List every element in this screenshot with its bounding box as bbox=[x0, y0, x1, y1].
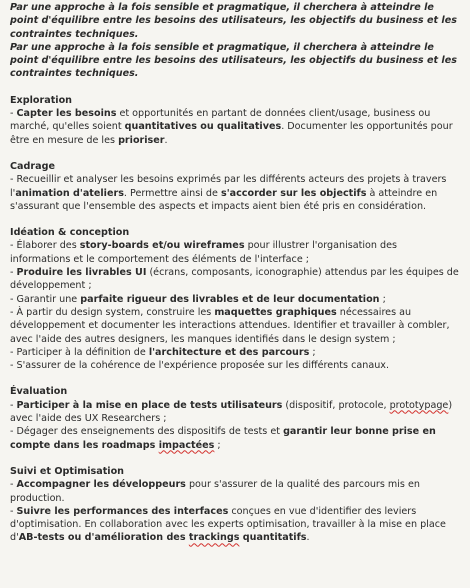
bold-text: Produire les livrables UI bbox=[16, 267, 147, 279]
section-cadrage bbox=[10, 160, 460, 213]
text: - S'assurer de la cohérence de l'expérience proposée sur les différents canaux. bbox=[10, 360, 390, 372]
text: pour illustrer l'organisation des informations et le comportement des éléments de l'interface ; bbox=[10, 240, 398, 265]
exploration-paragraph bbox=[10, 107, 460, 147]
bold-text: animation d'ateliers bbox=[15, 187, 124, 199]
bold-text: Suivre les performances des interfaces bbox=[16, 505, 229, 517]
spellcheck-word[interactable]: prototypage bbox=[389, 399, 449, 411]
text: conçues en vue d'identifier des leviers d'optimisation. En collaboration avec les experts optimisation, travailler à la mise en place d' bbox=[10, 505, 446, 544]
bold-text: story-boards et/ou wireframes bbox=[79, 240, 245, 252]
bold-text: garantir leur bonne prise en compte dans les roadmaps bbox=[10, 426, 436, 451]
text: - bbox=[10, 267, 17, 279]
section-ideation bbox=[10, 226, 460, 372]
bold-text: s'accorder sur les objectifs bbox=[220, 187, 367, 199]
text: - bbox=[10, 399, 17, 411]
text: - bbox=[10, 479, 17, 491]
text: pour s'assurer de la qualité des parcours mis en production. bbox=[10, 479, 420, 504]
list-item bbox=[10, 399, 460, 426]
text: . Permettre ainsi de bbox=[123, 187, 221, 199]
list-item bbox=[10, 306, 460, 346]
cadrage-paragraph bbox=[10, 173, 460, 213]
list-item bbox=[10, 266, 460, 293]
text: ; bbox=[214, 439, 221, 451]
section-title-suivi: Suivi et Optimisation bbox=[10, 465, 125, 477]
text: . bbox=[164, 134, 168, 146]
list-item bbox=[10, 346, 460, 359]
text: et opportunités en partant de données client/usage, business ou marché, qu'elles soient bbox=[10, 108, 431, 133]
bold-text: Participer à la mise en place de tests utilisateurs bbox=[16, 399, 283, 411]
text: - Participer à la définition de bbox=[10, 346, 149, 358]
text: nécessaires au développement et documenter les interactions attendues. Identifier et travailler à combler, avec l'aide des autres designers, les manques identifiés dans le design system ; bbox=[10, 306, 450, 345]
section-suivi bbox=[10, 465, 460, 545]
bold-text: maquettes graphiques bbox=[214, 306, 337, 318]
bold-text: l'architecture et des parcours bbox=[148, 346, 310, 358]
text: (dispositif, protocole, bbox=[282, 399, 390, 411]
text: - Élaborer des bbox=[10, 240, 80, 252]
section-exploration bbox=[10, 94, 460, 147]
bullet-dash: - bbox=[10, 108, 17, 120]
section-evaluation bbox=[10, 385, 460, 451]
text: - Garantir une bbox=[10, 293, 81, 305]
text: ; bbox=[379, 293, 386, 305]
section-title-cadrage: Cadrage bbox=[10, 160, 55, 172]
text: à atteindre en s'assurant que l'ensemble des aspects et impacts aient bien été pris en considération. bbox=[10, 187, 438, 212]
text: - bbox=[10, 505, 17, 517]
text: ) avec l'aide des UX Researchers ; bbox=[10, 399, 453, 425]
text: ; bbox=[309, 346, 316, 358]
intro-paragraph: Par une approche à la fois sensible et pragmatique, il cherchera à atteindre le point d'équilibre entre les besoins des utilisateurs, les objectifs du business et les contraintes techniques. bbox=[10, 2, 457, 40]
bold-text: Accompagner les développeurs bbox=[16, 479, 186, 491]
list-item bbox=[10, 478, 460, 505]
bold-text: quantitatifs bbox=[239, 532, 307, 544]
bold-text: AB-tests ou d'amélioration des bbox=[18, 532, 189, 544]
bold-text: parfaite rigueur des livrables et de leur documentation bbox=[80, 293, 380, 305]
bold-text: Capter les besoins bbox=[16, 108, 117, 120]
list-item bbox=[10, 505, 460, 545]
bold-text: quantitatives ou qualitatives bbox=[124, 121, 282, 133]
text: (écrans, composants, iconographie) attendus par les équipes de développement ; bbox=[10, 267, 459, 292]
list-item bbox=[10, 425, 460, 452]
section-title-exploration: Exploration bbox=[10, 94, 72, 106]
list-item bbox=[10, 359, 460, 372]
text: . bbox=[306, 532, 310, 544]
spellcheck-word[interactable]: trackings bbox=[188, 532, 240, 544]
text: - À partir du design system, construire les bbox=[10, 306, 215, 318]
list-item bbox=[10, 293, 460, 306]
bold-text: prioriser bbox=[118, 134, 165, 146]
list-item bbox=[10, 239, 460, 266]
text: . Documenter les opportunités pour être en mesure de les bbox=[10, 121, 453, 146]
text: - Dégager des enseignements des dispositifs de tests et bbox=[10, 426, 284, 438]
section-title-evaluation: Évaluation bbox=[10, 386, 68, 398]
intro bbox=[10, 1, 460, 81]
spellcheck-word[interactable]: impactées bbox=[158, 439, 215, 451]
section-title-ideation: Idéation & conception bbox=[10, 227, 130, 239]
intro-paragraph-repeat: Par une approche à la fois sensible et pragmatique, il cherchera à atteindre le point d'équilibre entre les besoins des utilisateurs, les objectifs du business et les contraintes techniques. bbox=[10, 41, 457, 80]
text: - Recueillir et analyser les besoins exprimés par les différents acteurs des projets à travers l' bbox=[10, 174, 447, 199]
